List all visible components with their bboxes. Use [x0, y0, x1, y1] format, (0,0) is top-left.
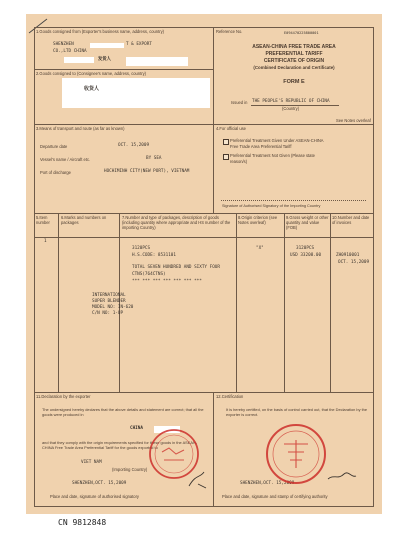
- vessel-value: BY SEA: [146, 156, 162, 161]
- exporter-line1: SHENZHEN: [53, 42, 74, 47]
- option2-line1: Preferential Treatment Not Given (Please state: [230, 153, 315, 158]
- goods-total-line1: TOTAL SEVEN HUNDRED AND SIXTY FOUR: [132, 265, 220, 270]
- box1-label: 1.Goods consigned from (Exporter's business name, address, country): [36, 29, 164, 34]
- issued-in-label: Issued in: [231, 100, 248, 105]
- box12-place-date: SHENZHEN,OCT. 15,2009: [240, 481, 295, 486]
- checkbox-preferential-not-given: [223, 154, 229, 160]
- checkbox-preferential-given: [223, 139, 229, 145]
- importing-country-value: VIET NAM: [81, 460, 102, 465]
- exporter-line2: CO.,LTD CHINA: [53, 49, 87, 54]
- port-value: HOCHIMINH CITY(NEW PORT), VIETNAM: [104, 169, 190, 174]
- box11-declaration: The undersigned hereby declares that the above details and statement are correct; that all the goods were produced in: [42, 407, 204, 417]
- redaction: [126, 57, 188, 66]
- mark-line3: MODEL NO: IN-620: [92, 305, 134, 310]
- issued-country: THE PEOPLE'S REPUBLIC OF CHINA: [252, 99, 330, 104]
- col-gross-weight: 9.Gross weight or other quantity and value (FOB): [286, 215, 329, 230]
- title-line3: CERTIFICATE OF ORIGIN: [263, 58, 325, 64]
- goods-qty: 3120PCS: [132, 246, 151, 251]
- see-notes: See Notes overleaf: [336, 118, 371, 123]
- signature-caption: Signature of Authorised Signatory of the Importing Country: [222, 204, 321, 208]
- certificate-form: [26, 14, 382, 514]
- col-invoices: 10.Number and date of invoices: [332, 215, 370, 225]
- box12-certification: It is hereby certified, on the basis of control carried out, that the Declaration by the exporter is correct.: [226, 407, 368, 417]
- goods-stars: *** *** *** *** *** *** ***: [132, 279, 202, 284]
- importing-country-caption: (Importing Country): [112, 467, 148, 472]
- invoice-date: OCT. 15,2009: [338, 260, 370, 265]
- box12-place-caption: Place and date, signature and stamp of certifying authority: [222, 494, 328, 499]
- box11-place-caption: Place and date, signature of authorised signatory: [50, 494, 139, 499]
- exporter-line1b: T & EXPORT: [126, 42, 152, 47]
- form-title: FORM E: [283, 79, 305, 85]
- goods-hs-code: H.S.CODE: 8531101: [132, 253, 176, 258]
- vessel-label: Vessel's name / Aircraft etc.: [40, 157, 91, 162]
- redaction: [64, 57, 94, 63]
- title-line2: PREFERENTIAL TARIFF: [265, 51, 323, 57]
- box3-label: 3.Means of transport and route (as far as known): [36, 126, 125, 131]
- box11-requirements: and that they comply with the origin requirements specified for these goods in the ASEAN-CHINA Free Trade Area Preferential Tariff for the goods exported to: [42, 440, 198, 450]
- departure-value: OCT. 15,2009: [118, 143, 150, 148]
- ref-value: E094470225800001: [284, 31, 319, 35]
- redaction: [90, 43, 124, 48]
- title-line1: ASEAN-CHINA FREE TRADE AREA: [252, 44, 336, 50]
- col-marks: 6.Marks and numbers on packages: [61, 215, 107, 225]
- exporter-line3: 发货人: [98, 57, 111, 62]
- title-line4: (Combined Declaration and Certificate): [253, 65, 335, 70]
- invoice-number: ZH0910001: [336, 253, 360, 258]
- certificate-number: CN 9812848: [58, 518, 107, 527]
- gross-weight-qty: 3120PCS: [296, 246, 315, 251]
- country-caption: (Country): [282, 106, 300, 111]
- col-origin-criterion: 8.Origin criterion (see Notes overleaf): [238, 215, 278, 225]
- gross-weight-value: USD 33208.00: [290, 253, 322, 258]
- departure-label: Departure date: [40, 144, 68, 149]
- consignee-redaction: [62, 78, 210, 108]
- box2-label: 2.Goods consigned to (Consignee's name, address, country): [36, 71, 147, 76]
- mark-line2: SUPER BLENDER: [92, 299, 126, 304]
- box12-label: 12.Certification: [216, 394, 244, 399]
- mark-line4: C/N NO: 1-UP: [92, 311, 124, 316]
- origin-criterion: "X": [256, 246, 264, 251]
- goods-total-line2: CTNS(764CTNS): [132, 272, 166, 277]
- port-label: Port of discharge: [40, 170, 71, 175]
- option1-line2: Free Trade Area Preferential Tariff: [230, 144, 292, 149]
- item-number: 1: [44, 239, 47, 244]
- box11-place-date: SHENZHEN,OCT. 15,2009: [72, 481, 127, 486]
- box11-label: 11.Declaration by the exporter: [36, 394, 91, 399]
- ref-label: Reference No.: [216, 29, 243, 34]
- option2-line2: reason/s): [230, 159, 248, 164]
- box11-country: CHINA: [130, 426, 143, 431]
- option1-line1: Preferential Treatment Given Under ASEAN-CHINA: [230, 138, 324, 143]
- col-description: 7.Number and type of packages, description of goods (including quantity where appropriate and HS number of the importing Country): [122, 215, 231, 230]
- mark-line1: INTERNATIONAL: [92, 293, 126, 298]
- exporter-stamp: [34, 394, 214, 504]
- consignee-name: 收货人: [84, 86, 100, 92]
- authority-stamp: [214, 394, 374, 504]
- col-item-number: 5.Item number: [36, 215, 50, 225]
- box4-label: 4.For official use: [216, 126, 246, 131]
